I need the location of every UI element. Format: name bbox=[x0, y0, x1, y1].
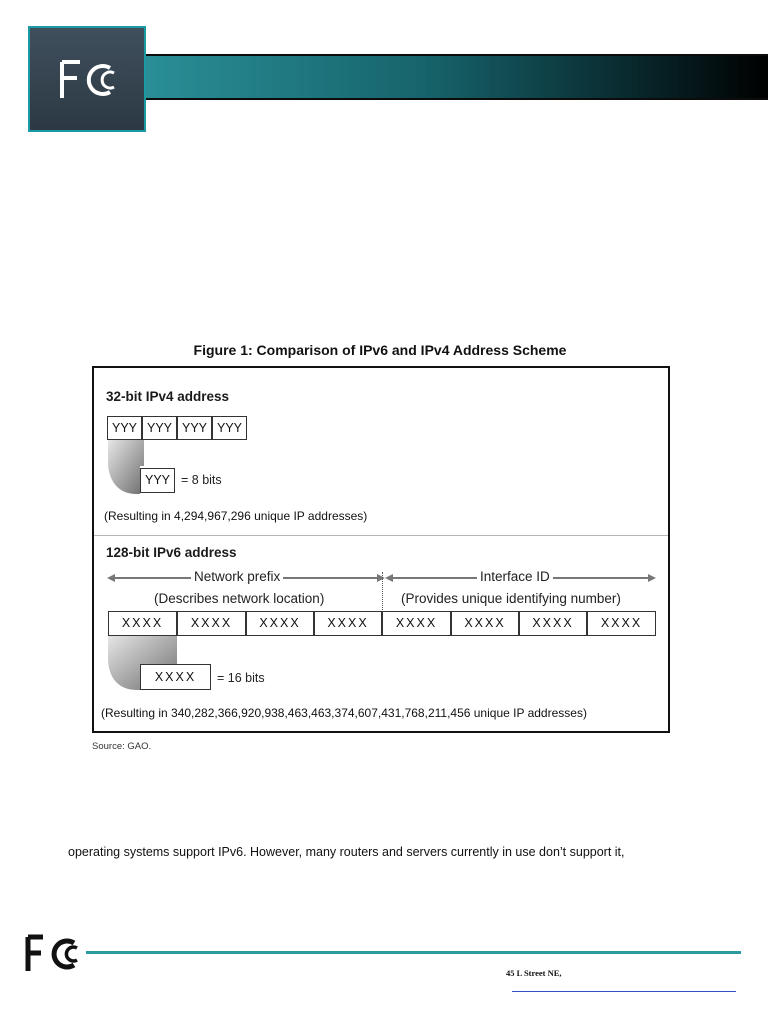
ipv4-result-note: (Resulting in 4,294,967,296 unique IP addresses) bbox=[104, 509, 368, 523]
ipv6-segment: XXXX bbox=[519, 611, 587, 636]
ipv4-heading: 32-bit IPv4 address bbox=[106, 389, 230, 404]
ipv6-zoom-segment: XXXX bbox=[140, 664, 211, 690]
interface-id-description: (Provides unique identifying number) bbox=[401, 591, 621, 606]
ipv6-segment: XXXX bbox=[451, 611, 519, 636]
ipv6-segment: XXXX bbox=[382, 611, 451, 636]
figure-title: Figure 1: Comparison of IPv6 and IPv4 Address Scheme bbox=[193, 342, 567, 358]
network-prefix-label: Network prefix bbox=[191, 569, 283, 584]
fcc-logo bbox=[28, 26, 146, 132]
footer-address: 45 L Street NE, bbox=[506, 968, 562, 978]
interface-id-arrow-right bbox=[648, 574, 656, 582]
figure-source: Source: GAO. bbox=[92, 741, 152, 752]
ipv6-heading: 128-bit IPv6 address bbox=[106, 545, 237, 560]
ipv4-zoom-segment: YYY bbox=[140, 468, 175, 493]
interface-id-label: Interface ID bbox=[477, 569, 553, 584]
prefix-interface-divider bbox=[382, 572, 383, 610]
ipv6-bits-label: = 16 bits bbox=[217, 671, 265, 685]
ipv6-segment: XXXX bbox=[177, 611, 246, 636]
header-banner bbox=[140, 54, 768, 100]
ipv4-segment: YYY bbox=[177, 416, 212, 440]
footer-fcc-logo-icon bbox=[24, 934, 80, 974]
fcc-logo-icon bbox=[58, 58, 118, 102]
footer-rule bbox=[86, 951, 741, 954]
ipv4-bits-label: = 8 bits bbox=[181, 473, 222, 487]
body-text: operating systems support IPv6. However, many routers and servers currently in use don’t support it, bbox=[68, 845, 625, 859]
interface-id-arrow-left bbox=[385, 574, 393, 582]
network-prefix-arrow-right bbox=[377, 574, 385, 582]
footer-link-underline[interactable] bbox=[512, 991, 736, 992]
ipv4-segment: YYY bbox=[212, 416, 247, 440]
ipv6-segment: XXXX bbox=[246, 611, 314, 636]
ipv6-result-note: (Resulting in 340,282,366,920,938,463,463,374,607,431,768,211,456 unique IP addresses) bbox=[101, 706, 587, 720]
network-prefix-description: (Describes network location) bbox=[154, 591, 325, 606]
figure-divider bbox=[94, 535, 668, 536]
ipv6-segment: XXXX bbox=[587, 611, 656, 636]
network-prefix-arrow-left bbox=[107, 574, 115, 582]
ipv4-segment: YYY bbox=[142, 416, 177, 440]
ipv6-segment: XXXX bbox=[314, 611, 382, 636]
ipv4-segment: YYY bbox=[107, 416, 142, 440]
ipv6-segment: XXXX bbox=[108, 611, 177, 636]
